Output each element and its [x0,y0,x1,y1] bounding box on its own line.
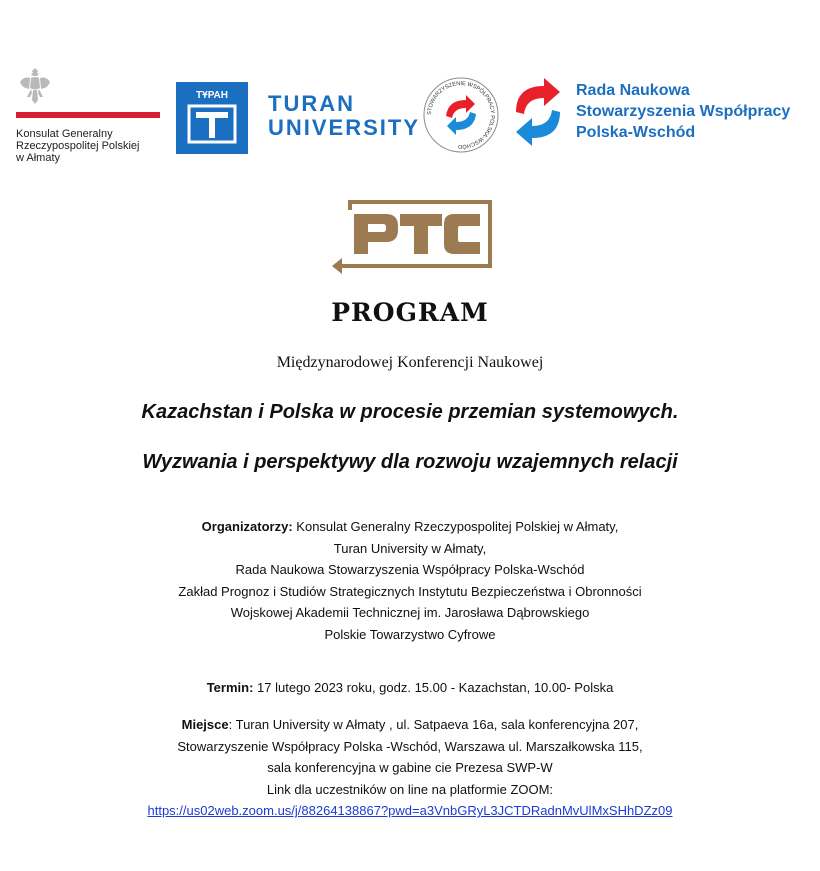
polish-eagle-icon [18,66,52,106]
consulate-name-line: w Ałmaty [16,152,61,164]
organizer-name: Polskie Towarzystwo Cyfrowe [324,626,496,642]
organizer-line [0,516,820,538]
organizer-name: Zakład Prognoz i Studiów Strategicznych Instytutu Bezpieczeństwa i Obronności [178,583,642,599]
place-line [0,714,820,736]
spw-name-line: Stowarzyszenia Współpracy [576,103,791,120]
organizer-name: Turan University w Ałmaty, [333,540,487,556]
place-section [0,714,820,822]
spw-arrows-icon [510,72,566,152]
organizer-name: Rada Naukowa Stowarzyszenia Współpracy Polska-Wschód [235,562,585,577]
date-section [0,680,820,695]
place-line: Link dla uczestników on line na platformie ZOOM: [266,781,554,797]
consulate-name-line: Konsulat Generalny [16,128,113,140]
consulate-name-line: Rzeczypospolitej Polskiej [16,140,140,152]
turan-title-line: TURAN [268,91,355,116]
red-divider-bar [16,112,160,118]
ptc-logo [330,196,494,274]
place-value: : Turan University w Ałmaty , ul. Satpaeva 16a, sala konferencyjna 207, [228,717,639,732]
organizers-section [0,516,820,645]
organizer-name: Konsulat Generalny Rzeczypospolitej Polskiej w Ałmaty, [296,519,619,534]
place-line [0,800,820,822]
spw-ring-text: STOWARZYSZENIE WSPÓŁPRACY POLSKA-WSCHÓD [426,80,496,150]
date-value: 17 lutego 2023 roku, godz. 15.00 - Kazachstan, 10.00- Polska [253,680,614,695]
turan-university-emblem [176,82,248,154]
place-line: sala konferencyjna w gabine cie Prezesa SWP-W [267,760,553,775]
conference-theme-line: Wyzwania i perspektywy dla rozwoju wzajemnych relacji [142,451,678,473]
place-line: Stowarzyszenie Współpracy Polska -Wschód, Warszawa ul. Marszałkowska 115, [177,738,643,754]
organizers-label: Organizatorzy: [201,519,293,534]
consulate-name [16,128,140,164]
organizer-name: Wojskowej Akademii Technicznej im. Jarosława Dąbrowskiego [230,605,590,620]
spw-name [576,80,790,143]
program-title: PROGRAM [331,298,489,327]
spw-circular-emblem [422,76,500,154]
consulate-logo [12,62,160,172]
turan-university-wordmark [268,92,420,140]
turan-box-text: ТҰРАН [196,90,228,101]
conference-theme-line: Kazachstan i Polska w procesie przemian systemowych. [141,401,679,423]
spw-name-line: Polska-Wschód [576,124,696,141]
place-label: Miejsce [181,717,229,732]
turan-title-line: UNIVERSITY [268,115,421,140]
date-label: Termin: [206,680,254,695]
zoom-link[interactable]: https://us02web.zoom.us/j/88264138867?pwd=a3VnbGRyL3JCTDRadnMvUlMxSHhDZz09 [147,803,673,818]
conference-subtitle: Międzynarodowej Konferencji Naukowej [276,354,544,371]
turan-t-icon [176,82,248,154]
spw-name-line: Rada Naukowa [576,82,690,99]
